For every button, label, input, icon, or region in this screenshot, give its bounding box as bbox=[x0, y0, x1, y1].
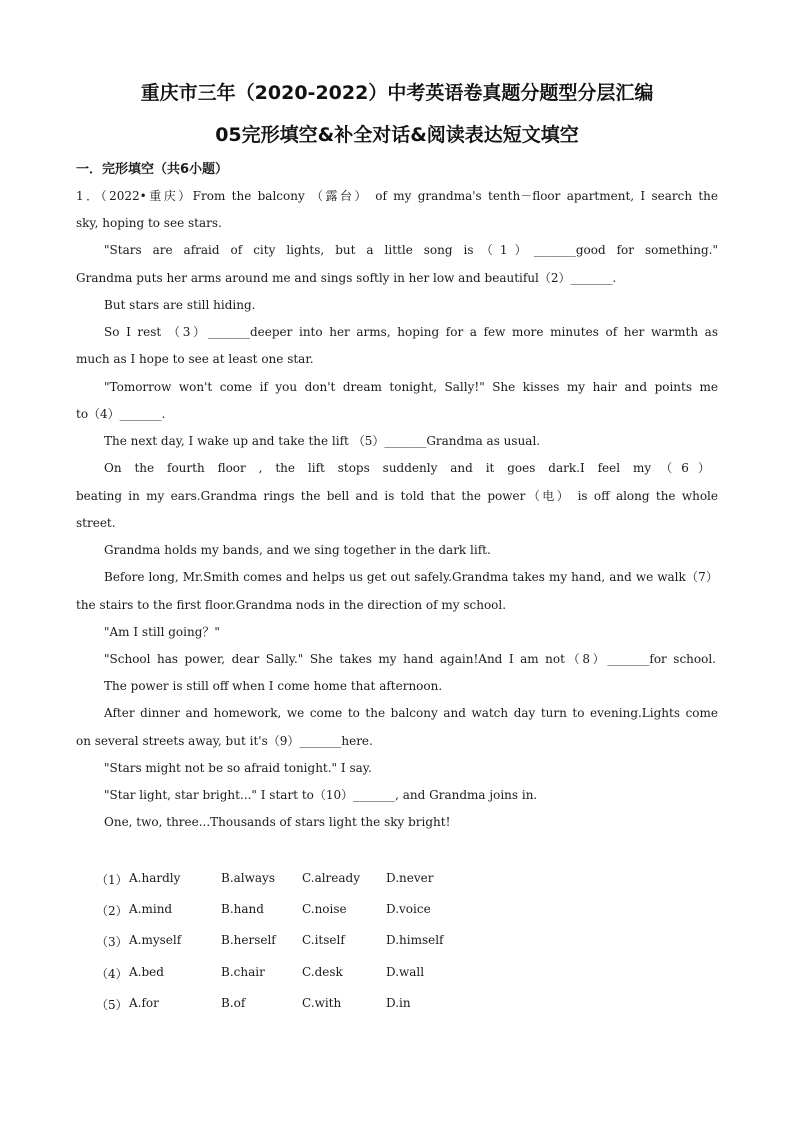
passage-line: "Tomorrow won't come if you don't dream tonight, Sally!" She kisses my hair and points me bbox=[104, 380, 718, 394]
option-number: （1） bbox=[96, 873, 128, 887]
option-b: B.chair bbox=[221, 965, 265, 979]
passage-line: "Stars might not be so afraid tonight." I say. bbox=[104, 761, 372, 775]
passage-line: street. bbox=[76, 516, 116, 530]
passage-line: the stairs to the first floor.Grandma nods in the direction of my school. bbox=[76, 598, 507, 612]
option-b: B.of bbox=[221, 996, 246, 1010]
option-d: D.himself bbox=[386, 933, 444, 947]
passage-line: "Stars are afraid of city lights, but a little song is（1）_______good for something." bbox=[104, 243, 718, 257]
option-number: （5） bbox=[96, 998, 128, 1012]
document-title: 重庆市三年（2020-2022）中考英语卷真题分题型分层汇编 bbox=[140, 82, 654, 104]
passage-line: "Star light, star bright..." I start to（10）_______, and Grandma joins in. bbox=[104, 788, 538, 802]
option-number: （3） bbox=[96, 935, 128, 949]
passage-line: The next day, I wake up and take the lift （5）_______Grandma as usual. bbox=[104, 434, 541, 448]
passage-line: to（4）_______. bbox=[76, 407, 166, 421]
option-c: C.with bbox=[302, 996, 342, 1010]
passage-line: The power is still off when I come home that afternoon. bbox=[104, 679, 443, 693]
passage-line: On the fourth floor , the lift stops suddenly and it goes dark.I feel my（6） bbox=[104, 461, 710, 475]
option-d: D.in bbox=[386, 996, 411, 1010]
option-b: B.always bbox=[221, 871, 275, 885]
option-a: A.hardly bbox=[129, 871, 181, 885]
passage-line: "Am I still going？" bbox=[104, 625, 220, 639]
option-a: A.myself bbox=[129, 933, 182, 947]
passage-line: So I rest （3）_______deeper into her arms, hoping for a few more minutes of her warmth as bbox=[104, 325, 718, 339]
option-b: B.herself bbox=[221, 933, 276, 947]
option-d: D.voice bbox=[386, 902, 431, 916]
passage-line: sky, hoping to see stars. bbox=[76, 216, 222, 230]
option-c: C.noise bbox=[302, 902, 347, 916]
passage-line: After dinner and homework, we come to the balcony and watch day turn to evening.Lights come bbox=[104, 706, 718, 720]
option-a: A.mind bbox=[129, 902, 173, 916]
passage-line: on several streets away, but it's（9）_______here. bbox=[76, 734, 373, 748]
passage-line: Grandma holds my bands, and we sing together in the dark lift. bbox=[104, 543, 491, 557]
passage-line: much as I hope to see at least one star. bbox=[76, 352, 314, 366]
option-c: C.desk bbox=[302, 965, 343, 979]
passage-line: But stars are still hiding. bbox=[104, 298, 256, 312]
section-heading: 一．完形填空（共6小题） bbox=[76, 162, 229, 177]
option-number: （2） bbox=[96, 904, 128, 918]
passage-line: beating in my ears.Grandma rings the bell and is told that the power（电） is off along the whole bbox=[76, 489, 718, 503]
passage-line: 1．（2022•重庆）From the balcony （露台） of my grandma's tenth－floor apartment, I search the bbox=[76, 189, 718, 203]
option-d: D.wall bbox=[386, 965, 425, 979]
passage-line: One, two, three...Thousands of stars light the sky bright! bbox=[104, 815, 451, 829]
option-b: B.hand bbox=[221, 902, 264, 916]
option-a: A.for bbox=[129, 996, 159, 1010]
document-subtitle: 05完形填空&补全对话&阅读表达短文填空 bbox=[215, 124, 579, 146]
option-c: C.already bbox=[302, 871, 361, 885]
passage-line: "School has power, dear Sally." She takes my hand again!And I am not（8）_______for school. bbox=[104, 652, 716, 666]
option-number: （4） bbox=[96, 967, 128, 981]
option-c: C.itself bbox=[302, 933, 345, 947]
option-a: A.bed bbox=[129, 965, 164, 979]
option-d: D.never bbox=[386, 871, 434, 885]
passage-line: Before long, Mr.Smith comes and helps us get out safely.Grandma takes my hand, and we walk（7） bbox=[104, 570, 718, 584]
passage-line: Grandma puts her arms around me and sings softly in her low and beautiful（2）_______. bbox=[76, 271, 617, 285]
